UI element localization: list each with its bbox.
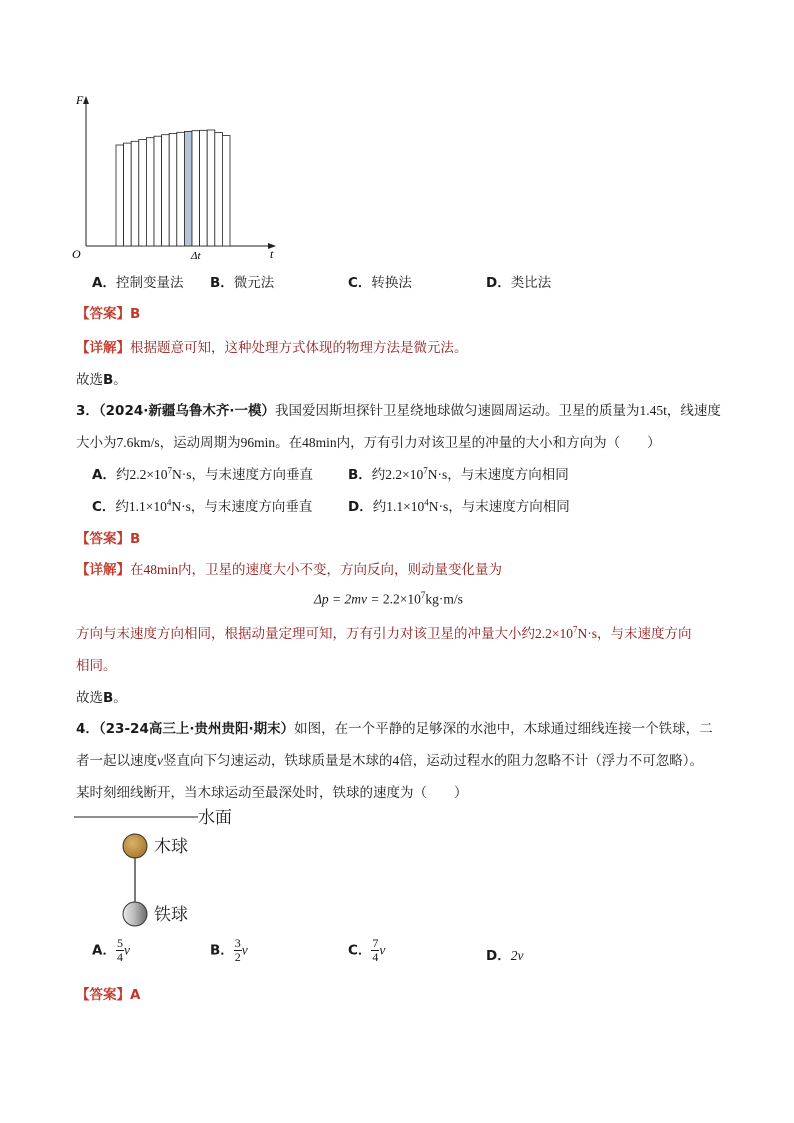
strip <box>162 135 170 246</box>
q2-option-c[interactable] <box>348 271 412 291</box>
velocity-symbol: v <box>157 753 163 768</box>
q3-option-d[interactable] <box>348 495 570 515</box>
q3-equation <box>314 590 463 608</box>
option-letter: C． <box>348 275 372 291</box>
delta-t-label: Δt <box>191 250 201 262</box>
option-unit: N·s <box>171 467 192 482</box>
option-text: 转换法 <box>371 275 412 291</box>
water-surface-label: 水面 <box>198 808 232 828</box>
option-unit: N·s <box>428 499 449 514</box>
highlighted-strip <box>184 131 192 246</box>
stem-text: 如图，在一个平静的足够深的水池中，木球通过细线连接一个铁球，二 <box>294 721 713 737</box>
option-variable: v <box>241 942 248 958</box>
q4-stem-line3: 某时刻细线断开，当木球运动至最深处时，铁球的速度为（ ） <box>76 785 468 801</box>
option-letter: C． <box>348 942 372 959</box>
q2-option-d[interactable] <box>486 271 551 291</box>
option-exp: 7 <box>167 465 172 476</box>
option-post: ，与末速度方向垂直 <box>191 467 313 483</box>
strip <box>116 145 124 246</box>
conclusion-letter: B <box>103 690 114 706</box>
option-pre: 约 <box>115 467 130 483</box>
option-post: ，与末速度方向垂直 <box>190 499 313 515</box>
answer-value: B <box>130 531 141 547</box>
detail-tag: 【详解】 <box>76 562 130 578</box>
fraction-denominator: 2 <box>234 950 241 964</box>
option-text: 控制变量法 <box>115 275 184 291</box>
q4-option-c[interactable] <box>348 937 385 964</box>
option-fraction <box>234 937 242 964</box>
equation-exp: 7 <box>420 590 426 600</box>
strip <box>215 132 223 246</box>
iron-ball-label: 铁球 <box>154 905 188 925</box>
q3-stem-line1 <box>76 399 721 419</box>
stem-text: 倍，运动过程水的阻力忽略不计（浮力不可忽略）。 <box>399 753 703 769</box>
strip <box>207 130 215 246</box>
period-value: 96min <box>240 435 276 450</box>
option-post: ，与末速度方向相同 <box>447 467 569 483</box>
mass-value: 1.45t <box>639 403 667 418</box>
option-text: 2v <box>510 948 524 963</box>
q3-stem-line2 <box>76 431 661 451</box>
stem-text: 大小为 <box>76 435 117 451</box>
option-base: 1.1×10 <box>386 499 425 514</box>
answer-tag: 【答案】 <box>76 531 130 547</box>
question-number: 4． <box>76 721 99 737</box>
detail-text: 内，卫星的速度大小不变，方向反向，则动量变化量为 <box>178 562 503 578</box>
option-letter: B． <box>348 467 372 483</box>
option-variable: v <box>379 942 386 958</box>
explain-text: 方向与末速度方向相同，根据动量定理可知，万有引力对该卫星的冲量大小约 <box>76 626 535 642</box>
conclusion-letter: B <box>103 372 114 388</box>
option-letter: B． <box>210 942 234 959</box>
micro-element-strips <box>116 130 230 246</box>
strip <box>131 141 139 246</box>
q3-option-a[interactable] <box>92 463 313 483</box>
q2-detail <box>76 336 468 356</box>
strip <box>169 133 177 246</box>
strip <box>146 138 154 246</box>
stem-text: 。在 <box>275 435 303 451</box>
q3-explain-line2: 相同。 <box>76 658 117 674</box>
option-letter: D． <box>348 499 373 515</box>
detail-tag: 【详解】 <box>76 340 130 356</box>
strip <box>192 131 200 246</box>
strip <box>177 132 185 246</box>
explain-unit: N·s <box>577 626 597 641</box>
option-variable: v <box>123 942 130 958</box>
stem-text: 者一起以速度 <box>76 753 157 769</box>
option-unit: N·s <box>427 467 448 482</box>
q3-option-b[interactable] <box>348 463 569 483</box>
axis-label-t: t <box>270 247 274 261</box>
conclusion-suffix: 。 <box>113 372 127 388</box>
option-pre: 约 <box>115 499 129 515</box>
iron-ball <box>123 902 147 926</box>
wood-ball-label: 木球 <box>154 837 188 857</box>
q2-option-a[interactable] <box>92 271 183 291</box>
conclusion-prefix: 故选 <box>76 690 103 706</box>
q2-conclusion <box>76 368 127 388</box>
option-letter: A． <box>92 942 116 959</box>
option-base: 2.2×10 <box>385 467 424 482</box>
question-source: （2024·新疆乌鲁木齐·一模） <box>98 403 275 419</box>
explain-exp: 7 <box>573 624 578 635</box>
option-text: 微元法 <box>233 275 275 291</box>
detail-text: 在 <box>130 562 144 578</box>
q4-stem-line1 <box>76 717 713 737</box>
y-axis-arrow <box>83 96 89 104</box>
detail-text: 根据题意可知，这种处理方式体现的物理方法是微元法。 <box>130 340 468 356</box>
option-letter: A． <box>92 467 116 483</box>
conclusion-prefix: 故选 <box>76 372 103 388</box>
option-letter: D． <box>486 948 511 964</box>
q2-option-b[interactable] <box>210 271 274 291</box>
strip <box>154 136 162 246</box>
option-base: 2.2×10 <box>129 467 168 482</box>
option-letter: D． <box>486 275 511 291</box>
option-fraction <box>116 937 124 964</box>
fraction-numerator: 5 <box>116 936 123 950</box>
q3-detail <box>76 558 502 578</box>
q3-conclusion <box>76 686 127 706</box>
q4-option-a[interactable] <box>92 937 130 964</box>
option-letter: A． <box>92 275 116 291</box>
option-exp: 4 <box>424 497 429 508</box>
option-post: ，与末速度方向相同 <box>448 499 570 515</box>
option-pre: 约 <box>371 467 386 483</box>
mass-ratio: 4 <box>392 753 400 768</box>
detail-duration: 48min <box>143 562 179 577</box>
stem-text: 内，万有引力对该卫星的冲量的大小和方向为（ ） <box>336 435 661 451</box>
duration-value: 48min <box>302 435 337 450</box>
fraction-denominator: 4 <box>372 950 379 964</box>
strip <box>222 136 230 246</box>
q3-answer <box>76 527 140 547</box>
option-unit: N·s <box>171 499 191 514</box>
equation-unit: kg·m/s <box>425 591 463 607</box>
answer-tag: 【答案】 <box>76 987 130 1003</box>
equation-base: 2.2×10 <box>382 591 421 607</box>
axis-label-f: F <box>76 93 84 107</box>
stem-text: 我国爱因斯坦探针卫星绕地球做匀速圆周运动。卫星的质量为 <box>275 403 640 419</box>
balls-in-water-figure <box>70 806 280 934</box>
force-time-graph <box>60 92 290 264</box>
conclusion-suffix: 。 <box>113 690 127 706</box>
strip <box>139 140 147 247</box>
equation-lhs: Δp = 2mv = <box>314 591 383 607</box>
q3-option-c[interactable] <box>92 495 312 515</box>
answer-value: B <box>130 306 141 322</box>
option-pre: 约 <box>372 499 387 515</box>
speed-value: 7.6km/s <box>116 435 160 450</box>
q3-explain-line1 <box>76 622 692 642</box>
q4-stem-line2 <box>76 749 703 769</box>
q4-answer <box>76 983 140 1003</box>
q4-option-b[interactable] <box>210 937 248 964</box>
q2-answer <box>76 302 140 322</box>
question-source: （23-24高三上·贵州贵阳·期末） <box>98 721 295 737</box>
fraction-numerator: 7 <box>372 936 379 950</box>
option-letter: C． <box>92 499 116 515</box>
strip <box>200 130 208 246</box>
answer-value: A <box>130 987 141 1003</box>
fraction-denominator: 4 <box>116 950 123 964</box>
explain-text: ，与末速度方向 <box>597 626 692 642</box>
origin-label: O <box>72 247 81 261</box>
stem-text: ，运动周期为 <box>159 435 241 451</box>
option-exp: 7 <box>423 465 428 476</box>
stem-text: ，线速度 <box>666 403 721 419</box>
stem-text: 竖直向下匀速运动，铁球质量是木球的 <box>163 753 393 769</box>
strip <box>124 143 132 246</box>
question-number: 3． <box>76 403 99 419</box>
wood-ball <box>123 834 147 858</box>
answer-tag: 【答案】 <box>76 306 130 322</box>
q4-option-d[interactable] <box>486 944 523 964</box>
option-text: 类比法 <box>510 275 552 291</box>
option-letter: B． <box>210 275 234 291</box>
option-exp: 4 <box>166 497 172 508</box>
fraction-numerator: 3 <box>234 936 241 950</box>
option-base: 1.1×10 <box>128 499 167 514</box>
explain-base: 2.2×10 <box>535 626 573 641</box>
